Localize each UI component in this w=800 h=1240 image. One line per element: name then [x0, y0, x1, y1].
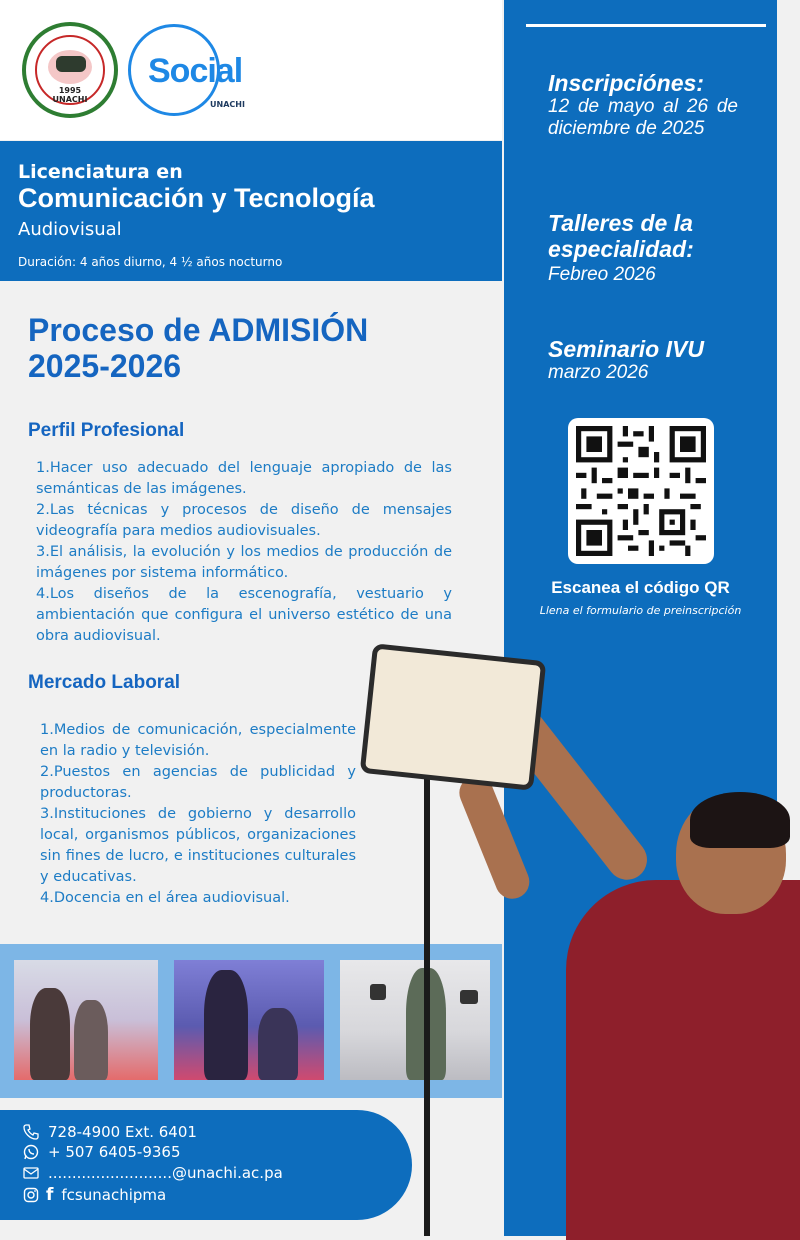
mercado-heading: Mercado Laboral	[28, 672, 181, 693]
qr-code-icon	[576, 426, 706, 556]
list-item: 2.Las técnicas y procesos de diseño de mensajes videografía para medios audiovisuales.	[36, 502, 452, 539]
seminario-date: marzo 2026	[548, 362, 649, 383]
list-item: 3.El análisis, la evolución y los medios de producción de imágenes por sistema informático.	[36, 544, 452, 581]
person-figure	[566, 880, 800, 1240]
logos-area	[0, 0, 502, 140]
contact-social[interactable]: f fcsunachipma	[22, 1185, 166, 1205]
contact-whatsapp[interactable]: + 507 6405-9365	[22, 1142, 181, 1162]
instagram-icon	[22, 1187, 40, 1203]
student-photo	[174, 960, 324, 1080]
contact-box	[0, 1110, 412, 1220]
program-duration: Duración: 4 años diurno, 4 ½ años nocturno	[18, 255, 283, 269]
email-icon	[22, 1165, 40, 1181]
person-hair	[690, 792, 790, 848]
led-light-panel	[360, 643, 547, 790]
perfil-list	[36, 458, 452, 647]
list-item: 3.Instituciones de gobierno y desarrollo local, organismos públicos, organizaciones sin fines de lucro, e instituciones culturales y educativas.	[40, 806, 356, 885]
talleres-date: Febreo 2026	[548, 264, 656, 285]
list-item: 4.Los diseños de la escenografía, vestuario y ambientación que configura el universo estético de una obra audiovisual.	[36, 586, 452, 644]
whatsapp-icon	[22, 1144, 40, 1160]
student-photo	[340, 960, 490, 1080]
qr-title: Escanea el código QR	[551, 578, 730, 597]
seminario-title: Seminario IVU	[548, 336, 704, 362]
list-item: 1.Hacer uso adecuado del lenguaje apropiado de las semánticas de las imágenes.	[36, 460, 452, 497]
program-band	[0, 141, 502, 281]
list-item: 2.Puestos en agencias de publicidad y productoras.	[40, 764, 356, 801]
list-item: 4.Docencia en el área audiovisual.	[40, 890, 290, 906]
list-item: 1.Medios de comunicación, especialmente en la radio y televisión.	[40, 722, 356, 759]
inscripciones-title: Inscripciónes:	[548, 70, 704, 96]
qr-subtitle: Llena el formulario de preinscripción	[539, 604, 742, 617]
qr-code[interactable]	[568, 418, 714, 564]
program-line1: Licenciatura en	[18, 161, 183, 183]
phone-icon	[22, 1124, 40, 1140]
perfil-heading: Perfil Profesional	[28, 420, 185, 441]
talleres-title: Talleres de la especialidad:	[548, 210, 694, 262]
mercado-list	[40, 720, 356, 909]
contact-email[interactable]: ..........................@unachi.ac.pa	[22, 1163, 283, 1183]
facebook-icon: f	[46, 1185, 54, 1205]
unachi-logo: 1995 UNACHI	[22, 22, 118, 118]
student-photo	[14, 960, 158, 1080]
contact-phone[interactable]: 728-4900 Ext. 6401	[22, 1122, 197, 1142]
inscripciones-date: 12 de mayo al 26 de diciembre de 2025	[548, 96, 738, 139]
program-line2: Comunicación y Tecnología	[18, 183, 375, 213]
light-stand	[424, 770, 430, 1236]
comunicacion-social-logo: Social UNACHI	[128, 24, 240, 116]
admission-title: Proceso de ADMISIÓN 2025-2026	[28, 312, 369, 384]
program-line3: Audiovisual	[18, 219, 122, 240]
